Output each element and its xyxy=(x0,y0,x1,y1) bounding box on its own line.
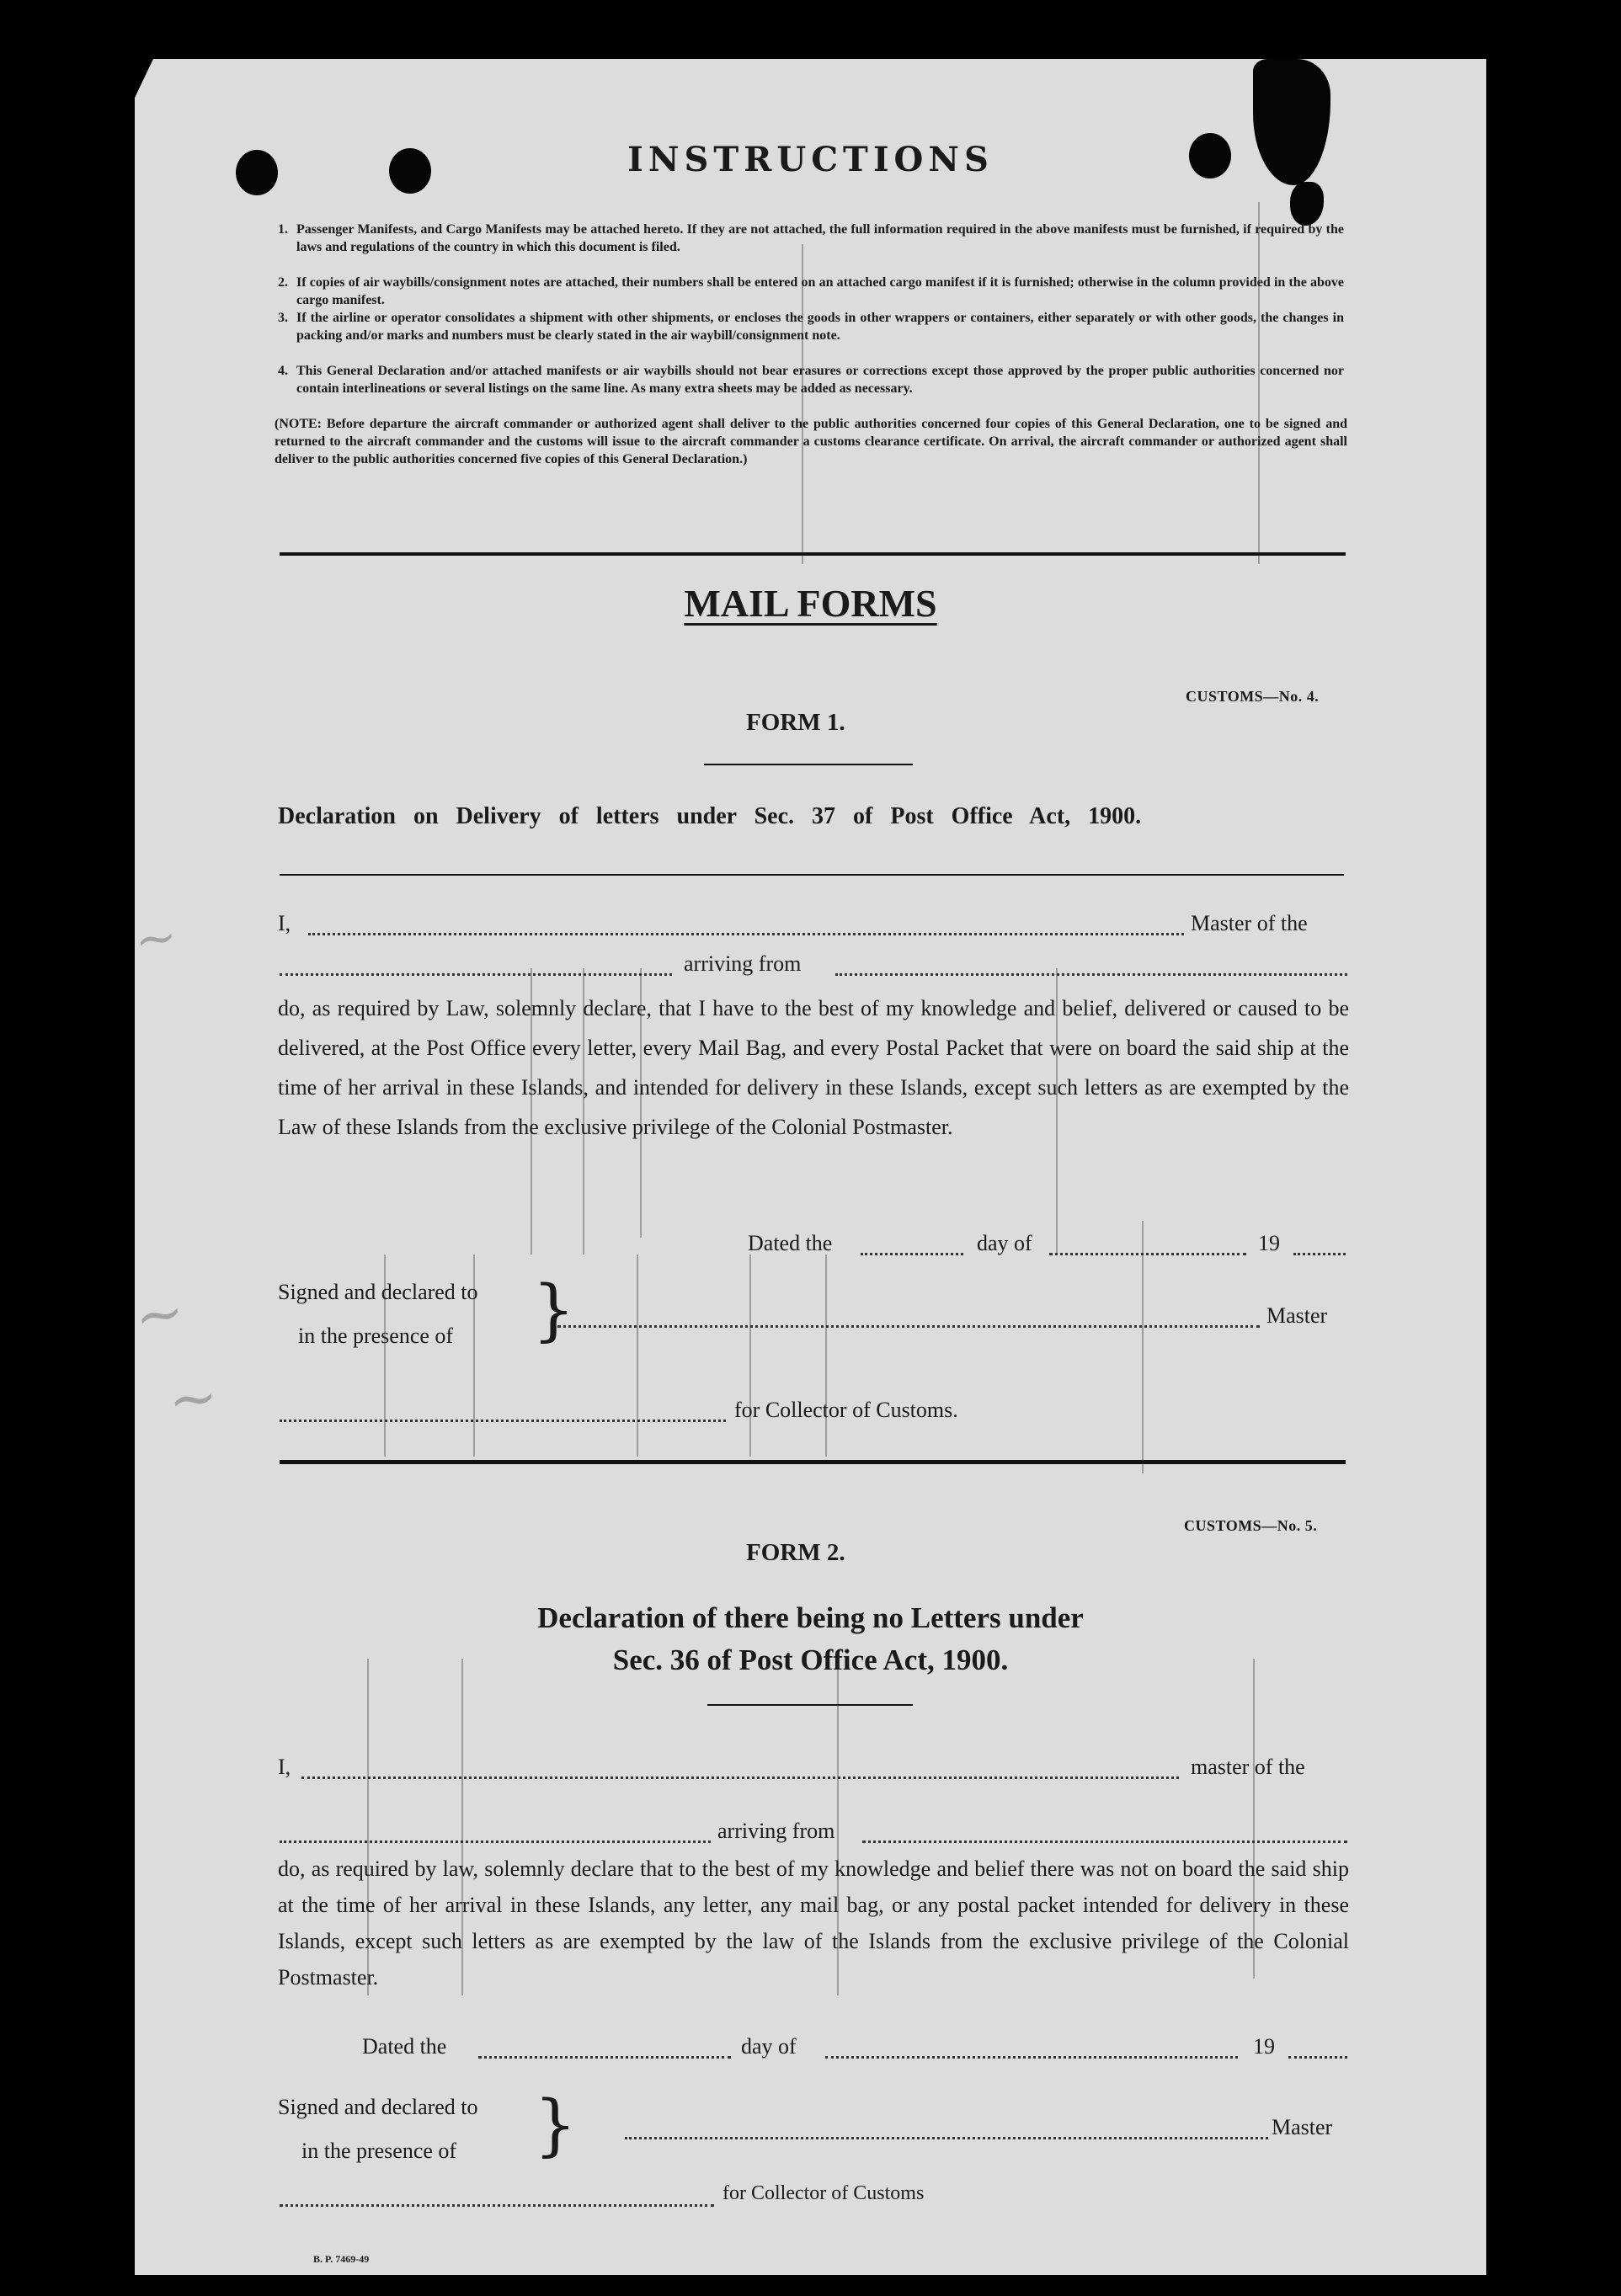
form2-dated-the: Dated the xyxy=(362,2034,447,2059)
form1-year-field[interactable] xyxy=(1293,1251,1346,1255)
form2-year-field[interactable] xyxy=(1288,2054,1347,2059)
form2-master-signature-field[interactable] xyxy=(625,2135,1268,2139)
form1-collector-signature-field[interactable] xyxy=(280,1418,726,1422)
torn-corner xyxy=(135,59,153,98)
mail-forms-title xyxy=(135,581,1486,626)
instruction-note: (NOTE: Before departure the aircraft commander or authorized agent shall deliver to the public authorities concerned four copies of this General Declaration, one to be signed and returned to the aircraft commander and the customs will issue to the aircraft commander a customs clearance certificate. On arrival, the aircraft commander or authorized agent shall deliver to the public authorities concerned five copies of this General Declaration.) xyxy=(275,417,1347,466)
form2-title-rule xyxy=(707,1704,913,1706)
instruction-text: This General Declaration and/or attached manifests or air waybills should not bear erasures or corrections except those approved by the proper public authorities concerned nor contain interlineations or several listings on the same line. As many extra sheets may be added as necessary. xyxy=(296,364,1344,396)
form2-name-field[interactable] xyxy=(301,1775,1179,1779)
form2-month-field[interactable] xyxy=(825,2054,1238,2059)
instruction-number: 1. xyxy=(278,222,288,237)
pencil-mark: ~ xyxy=(129,1276,190,1353)
instruction-item xyxy=(278,221,1347,274)
form1-master-of-the: Master of the xyxy=(1191,911,1308,935)
instructions-list xyxy=(275,221,1347,574)
instructions-bottom-rule xyxy=(280,552,1346,556)
form2-brace: } xyxy=(534,2086,577,2164)
bleed-line xyxy=(1258,202,1260,564)
form1-name-field[interactable] xyxy=(308,931,1184,935)
form1-year: 19 xyxy=(1258,1231,1280,1255)
bleed-line xyxy=(473,1255,475,1457)
form2-customs-no: CUSTOMS—No. 5. xyxy=(1184,1517,1318,1534)
form1-month-field[interactable] xyxy=(1049,1251,1246,1255)
form1-body: do, as required by Law, solemnly declare, that I have to the best of my knowledge and belief, delivered or caused to be delivered, at the Post Office every letter, every Mail Bag, and every Postal Packet that were on board the said ship at the time of her arrival in these Islands, and intended for delivery in these Islands, except such letters as are exempted by the Law of these Islands from the exclusive privilege of the Colonial Postmaster. xyxy=(278,996,1349,1139)
instruction-item xyxy=(278,274,1347,309)
bleed-line xyxy=(531,968,532,1255)
form1-signed-line1: Signed and declared to xyxy=(278,1280,478,1304)
form2-declaration-line2: Sec. 36 of Post Office Act, 1900. xyxy=(612,1643,1009,1676)
form2-master-of-the: master of the xyxy=(1191,1755,1305,1779)
instruction-number: 2. xyxy=(278,275,288,290)
instruction-text: If the airline or operator consolidates a shipment with other shipments, or encloses the goods in other wrappers or containers, either separately or with other goods, the changes in packing and/or marks and numbers must be clearly stated in the air waybill/consignment note. xyxy=(296,311,1344,343)
ink-blot-drip xyxy=(1290,182,1324,226)
instruction-item xyxy=(278,362,1347,415)
form1-declaration: Declaration on Delivery of letters under Sec. 37 of Post Office Act, 1900. xyxy=(278,803,1142,829)
bleed-line xyxy=(749,1255,751,1457)
instruction-item xyxy=(278,309,1347,362)
form1-day-of: day of xyxy=(977,1231,1032,1255)
form1-customs-no: CUSTOMS—No. 4. xyxy=(1186,688,1320,705)
form1-date-field[interactable] xyxy=(861,1251,963,1255)
form1-origin-field[interactable] xyxy=(835,972,1347,976)
form2-signed-line2: in the presence of xyxy=(301,2139,457,2163)
form1-title-rule xyxy=(704,764,913,765)
mail-forms-title-text: MAIL FORMS xyxy=(684,582,937,625)
instructions-title: INSTRUCTIONS xyxy=(627,140,994,179)
form2-collector: for Collector of Customs xyxy=(723,2182,925,2204)
form2-day-of: day of xyxy=(741,2034,797,2059)
form1-ship-field[interactable] xyxy=(280,972,672,976)
instruction-number: 4. xyxy=(278,364,288,378)
form1-declaration-rule xyxy=(280,874,1344,876)
form2-master-label: Master xyxy=(1272,2115,1333,2139)
form2-arriving-from: arriving from xyxy=(717,1819,835,1843)
form1-signed-line2: in the presence of xyxy=(298,1324,454,1348)
form1-arriving-from: arriving from xyxy=(684,951,802,976)
form1-collector: for Collector of Customs. xyxy=(734,1398,958,1422)
form1-brace: } xyxy=(532,1271,575,1349)
form1-master-signature-field[interactable] xyxy=(557,1324,1260,1328)
form2-signed-line1: Signed and declared to xyxy=(278,2095,478,2119)
form1-master-label: Master xyxy=(1266,1303,1328,1328)
bleed-line xyxy=(825,1255,827,1457)
form2-year: 19 xyxy=(1253,2034,1275,2059)
bleed-line xyxy=(637,1255,638,1457)
form2-origin-field[interactable] xyxy=(862,1839,1347,1843)
bleed-line xyxy=(1056,968,1058,1255)
bleed-line xyxy=(461,1659,463,1995)
pencil-mark: ~ xyxy=(164,1361,221,1436)
form1-dated-the: Dated the xyxy=(748,1231,833,1255)
form-divider-rule xyxy=(280,1460,1346,1464)
pencil-mark: ~ xyxy=(131,906,181,972)
form2-ship-field[interactable] xyxy=(280,1839,711,1843)
bleed-line xyxy=(802,244,803,564)
bleed-line xyxy=(384,1255,386,1457)
footer-code: B. P. 7469-49 xyxy=(313,2253,370,2265)
form2-i-label: I, xyxy=(278,1755,291,1779)
form2-declaration-line1: Declaration of there being no Letters under xyxy=(537,1601,1084,1634)
bleed-line xyxy=(837,1659,839,1995)
form2-date-field[interactable] xyxy=(478,2054,731,2059)
form2-title: FORM 2. xyxy=(746,1539,845,1566)
instruction-text: If copies of air waybills/consignment notes are attached, their numbers shall be entered on an attached cargo manifest if it is furnished; otherwise in the column provided in the above cargo manifest. xyxy=(296,275,1344,307)
bleed-line xyxy=(1253,1659,1255,1979)
bleed-line xyxy=(367,1659,369,1995)
form1-i-label: I, xyxy=(278,911,291,935)
form2-collector-signature-field[interactable] xyxy=(280,2203,714,2207)
form2-body: do, as required by law, solemnly declare that to the best of my knowledge and belief there was not on board the said ship at the time of her arrival in these Islands, any letter, any mail bag, or any postal packet intended for delivery in these Islands, except such letters as are exempted by the law of the Islands from the exclusive privilege of the Colonial Postmaster. xyxy=(278,1857,1349,1990)
document-page xyxy=(129,59,1486,2275)
bleed-line xyxy=(640,968,642,1238)
form1-title: FORM 1. xyxy=(746,709,845,736)
bleed-line xyxy=(583,968,584,1255)
bleed-line xyxy=(1142,1221,1144,1473)
instruction-text: Passenger Manifests, and Cargo Manifests may be attached hereto. If they are not attached, the full information required in the above manifests must be furnished, if required by the laws and regulations of the country in which this document is filed. xyxy=(296,222,1344,254)
instruction-number: 3. xyxy=(278,311,288,325)
